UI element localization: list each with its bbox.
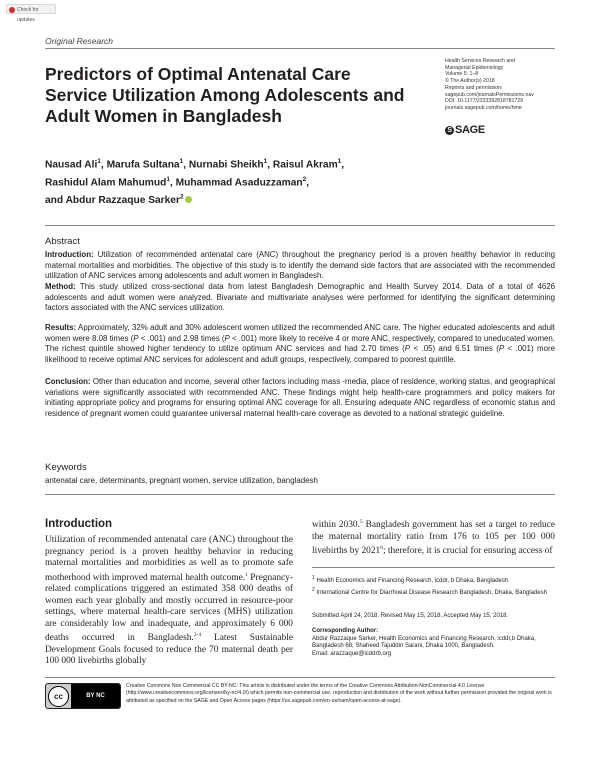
keywords-heading: Keywords	[45, 462, 87, 473]
corresponding-address: Abdur Razzaque Sarker, Health Economics and Financing Research, icddr,b Dhaka, Bangladesh 68, Shaheed Tajuddin Sarani, Dhaka 1000, Bangladesh.	[312, 635, 536, 650]
section-label: Original Research	[45, 36, 114, 46]
journal-info-line[interactable]: sagepub.com/journalsPermissions.nav	[445, 91, 534, 98]
article-title: Predictors of Optimal Antenatal Care Service Utilization Among Adolescents and Adult Women in Bangladesh	[45, 64, 405, 126]
body-text-right-column: within 2030.$^5$ Bangladesh government has set a target to reduce the maternal mortality ratio from 176 to 105 per 100 000 livebirths by 2021$^6$; therefore, it is crucial for ensuring access of	[312, 519, 555, 557]
abstract-heading: Abstract	[45, 236, 80, 247]
publisher-logo	[445, 124, 485, 136]
license-divider	[45, 677, 555, 678]
authors-line-3-text: and Abdur Razzaque Sarker$^2$	[45, 193, 184, 207]
keywords-text: antenatal care, determinants, pregnant women, service utilization, bangladesh	[45, 476, 318, 485]
abstract-conclusion: Conclusion: Other than education and income, several other factors including mass -media, place of residence, working status, and geographical variations were significantly associated with recommended ANC. These findings might help health-care programmers and policy makers for initiating appropriate policy and programs for ensuring optimal ANC coverage for all. Ensuring adequate ANC regardless of economic status and residence of pregnant women could guarantee universal maternal health-care coverage as devoted to a national strategic guideline.	[45, 377, 555, 418]
authors-line-2: Rashidul Alam Mahumud$^1$, Muhammad Asaduzzaman$^2$,	[45, 175, 310, 189]
cc-icon: cc	[48, 686, 69, 707]
crossmark-icon	[9, 7, 15, 13]
corresponding-heading: Corresponding Author:	[312, 628, 379, 634]
abstract-results: Results: Approximately, 32% adult and 30% adolescent women utilized the recommended ANC care. The higher educated adolescents and adult women were 8.08 times (P < .001) and 2.98 times (P < .001) more likely to receive 4 or more ANC, respectively, compared to uneducated women. The richest quintile showed higher tendency to utilize optimum ANC services and had 2.70 times (P < .05) and 6.51 times (P < .001) more likelihood to receive optimal ANC services for adolescent and adult groups, respectively, compared to poorest quintile.	[45, 323, 555, 364]
publisher-name: SAGE	[455, 124, 485, 136]
body-text-left-column: Utilization of recommended antenatal care (ANC) throughout the pregnancy period is a proven healthy behavior in reducing maternal mortalities and morbidities as well as to promote safe motherhood with improved maternal health outcome.$^1$ Pregnancy-related complications triggered an estimated 358 000 deaths of women each year globally and mostly occurred in resource-poor settings, where maternal health-care services (MHS) utilization are considerably low and inadequate, and approximately 6 000 deaths occurred in Bangladesh.$^{2-4}$ Latest Sustainable Development Goals focused to reduce the 70 maternal death per 100 000 livebirths globally	[45, 535, 293, 667]
corresponding-author	[312, 628, 555, 658]
journal-info-line: Reprints and permission:	[445, 84, 503, 91]
journal-info-line[interactable]: journals.sagepub.com/home/hme	[445, 104, 522, 111]
authors-line-1: Nausad Ali$^1$, Marufa Sultana$^1$, Nurnabi Sheikh$^1$, Raisul Akram$^1$,	[45, 158, 345, 171]
corresponding-email[interactable]: Email: arazzaque@icddrb.org	[312, 650, 392, 657]
journal-info-line: Managerial Epidemiology	[445, 64, 504, 71]
journal-info-line: Volume 5: 1–8	[445, 71, 479, 78]
orcid-icon[interactable]	[185, 196, 192, 203]
check-for-updates-badge[interactable]	[6, 4, 56, 23]
authors-line-3	[45, 191, 425, 209]
sage-mark-icon: S	[445, 126, 454, 135]
abstract-divider	[45, 225, 555, 226]
submission-dates: Submitted April 24, 2018. Revised May 15, 2018. Accepted May 15, 2018.	[312, 613, 509, 619]
license-text: Creative Commons Non Commercial CC BY-NC: This article is distributed under the terms of the Creative Commons Attribution-NonCommercial 4.0 License (http://www.creativecommons.org/licenses/by-nc/4.0/) which permits non-commercial use, reproduction and distribution of the work without further permission provided the original work is attributed as specified on the SAGE and Open Access pages (https://us.sagepub.com/en-us/nam/open-access-at-sage).	[126, 683, 552, 704]
author-list	[45, 155, 425, 209]
badge-label: Check for updates	[17, 7, 39, 23]
journal-info	[445, 58, 575, 112]
abstract-introduction: Introduction: Utilization of recommended antenatal care (ANC) throughout the pregnancy period is a proven healthy behavior in reducing maternal mortalities and morbidities. The objective of this study is to identify the demand side factors that are associated with the recommended utilization of ANC services among adolescents and adult women in Bangladesh.	[45, 250, 555, 281]
journal-info-line[interactable]: DOI: 10.1177/2333392818781729	[445, 98, 524, 105]
header-divider	[45, 48, 555, 49]
keywords-divider	[45, 494, 555, 495]
introduction-heading: Introduction	[45, 518, 113, 530]
journal-info-line: © The Author(s) 2018	[445, 78, 495, 85]
creative-commons-badge[interactable]	[45, 683, 121, 709]
abstract-method: Method: This study utilized cross-sectional data from latest Bangladesh Demographic and Health Survey 2014. Data of a total of 4626 adolescents and adult women were analyzed. Bivariate and multivariate analyses were performed for identifying the significant determining factors associated with the ANC services utilization.	[45, 282, 555, 313]
footnote-divider	[312, 567, 555, 568]
journal-info-line: Health Services Research and	[445, 58, 516, 64]
affiliation-item: $^1$ Health Economics and Financing Research, icddr, b Dhaka, Bangladesh	[312, 575, 509, 584]
affiliations	[312, 575, 555, 599]
cc-license-tag: BY NC	[71, 684, 120, 708]
affiliation-item: $^2$ International Centre for Diarrhoeal Disease Research Bangladesh, Dhaka, Bangladesh	[312, 586, 547, 596]
